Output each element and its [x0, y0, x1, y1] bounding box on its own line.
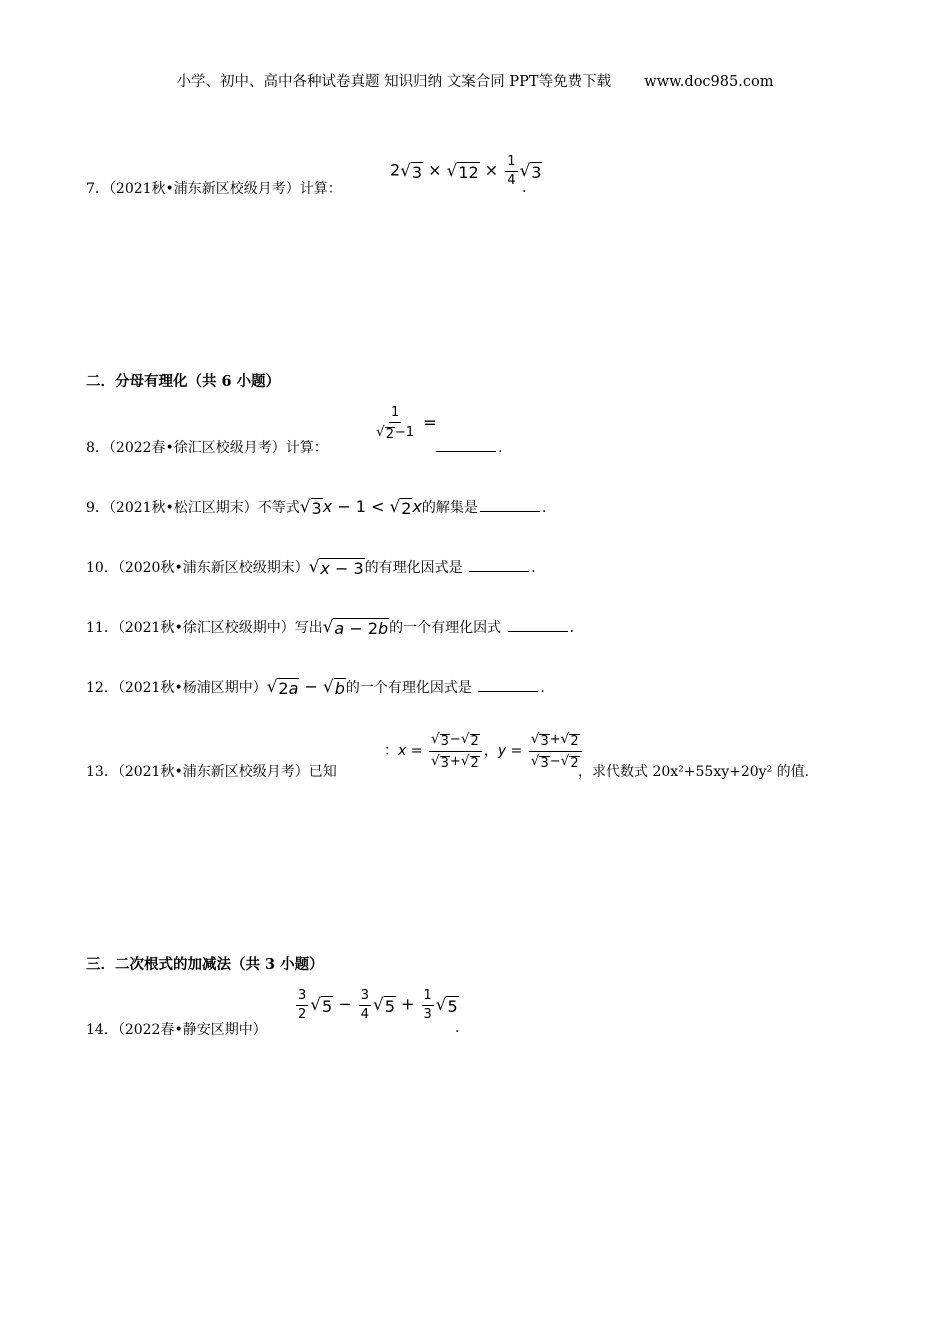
question-11: 11．（2021秋•徐汇区校级期中）写出 √ a − 2b 的一个有理化因式 . — [86, 616, 575, 638]
q14-math-expression: $\frac{3}{2}$ √ 5 − $\frac{3}{4}$ √ 5 + $\frac{1}{3}$ √ 5 — [298, 988, 458, 1022]
q13-math-expression: ：x = √ 3 − √ 2 √ 3 + √ 2 ，y = √ 3 + √ 2 √ 3 − √ 2 — [384, 732, 584, 770]
answer-blank[interactable] — [508, 617, 568, 632]
answer-blank[interactable] — [478, 677, 538, 692]
answer-blank[interactable] — [480, 497, 540, 512]
question-9: 9．（2021秋•松江区期末）不等式 √ 3 x − 1 < √ 2 x的解集是 . — [86, 496, 547, 518]
question-8: 8．（2022春•徐汇区校级月考）计算： — [86, 440, 328, 456]
q9-math-expression: √ 3 x − 1 < √ 2 x — [299, 496, 422, 518]
q11-math-expression: √ a − 2b — [322, 616, 389, 638]
page-header — [0, 70, 950, 91]
question-14: 14．（2022春•静安区期中） — [86, 1022, 267, 1038]
answer-blank[interactable] — [469, 557, 529, 572]
q12-math-expression: √ 2a − √ b — [266, 676, 345, 698]
question-12: 12．（2021秋•杨浦区期中） √ 2a − √ b 的一个有理化因式是 . — [86, 676, 545, 698]
q8-math-expression: 1 √ 2 −1 = — [376, 405, 437, 442]
q14-end: . — [455, 1020, 460, 1036]
question-10: 10．（2020秋•浦东新区校级期末） √ x − 3 的有理化因式是 . — [86, 556, 536, 578]
q8-answer: . — [434, 437, 502, 456]
q13-tail: ，求代数式 20x²+55xy+20y² 的值． — [578, 764, 819, 780]
q10-math-expression: √ x − 3 — [308, 556, 364, 578]
q7-end: . — [522, 180, 527, 196]
q7-math-expression: 2 √ 3 × √ 12 × $\frac{1}{4}$ √ 3 — [390, 154, 542, 188]
question-13: 13．（2021秋•浦东新区校级月考）已知 — [86, 764, 337, 780]
section-3-title: 三．二次根式的加减法（共 3 小题） — [86, 956, 324, 973]
section-2-title: 二．分母有理化（共 6 小题） — [86, 373, 281, 390]
question-7: 7．（2021秋•浦东新区校级月考）计算： — [86, 181, 342, 197]
answer-blank[interactable] — [436, 437, 496, 452]
header-text: 小学、初中、高中各种试卷真题 知识归纳 文案合同 PPT等免费下载 — [176, 74, 612, 90]
header-site[interactable]: www.doc985.com — [644, 74, 774, 90]
